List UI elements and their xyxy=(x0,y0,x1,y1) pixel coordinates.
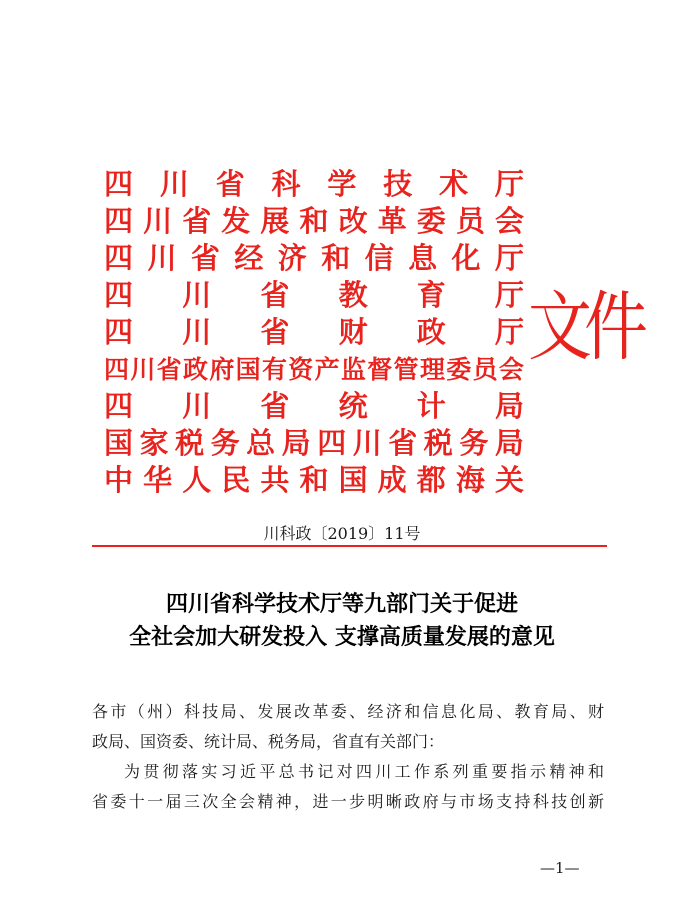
issuer-line: 四 川 省 教 育 厅 xyxy=(104,278,524,312)
issuer-line: 四 川 省 经 济 和 信 息 化 厅 xyxy=(104,241,524,275)
issuer-line: 四 川 省 财 政 厅 xyxy=(104,315,524,349)
document-number: 川科政〔2019〕11号 xyxy=(263,524,421,543)
title-line-1: 四川省科学技术厅等九部门关于促进 xyxy=(165,591,518,617)
issuer-line: 四 川 省 统 计 局 xyxy=(104,389,524,423)
issuer-line: 四 川 省 政 府 国 有 资 产 监 督 管 理 委 员 会 xyxy=(104,355,524,384)
addressee-line-2: 政局、国资委、统计局、税务局，省直有关部门： xyxy=(92,732,445,751)
document-suffix: 文件 xyxy=(528,284,640,372)
document-body xyxy=(92,697,604,817)
issuer-line: 国 家 税 务 总 局 四 川 省 税 务 局 xyxy=(104,426,524,460)
issuing-authorities xyxy=(104,166,524,499)
page-number: —1— xyxy=(540,859,580,877)
red-separator-line xyxy=(92,545,607,547)
issuer-line: 四 川 省 发 展 和 改 革 委 员 会 xyxy=(104,204,524,238)
issuer-line: 中 华 人 民 共 和 国 成 都 海 关 xyxy=(104,463,524,497)
paragraph-1-line-1: 为贯彻落实习近平总书记对四川工作系列重要指示精神和 xyxy=(124,762,604,781)
paragraph-1-line-2: 省委十一届三次全会精神，进一步明晰政府与市场支持科技创新 xyxy=(92,792,604,811)
addressee-line-1: 各市（州）科技局、发展改革委、经济和信息化局、教育局、财 xyxy=(92,702,604,721)
document-title xyxy=(0,588,684,654)
title-line-2: 全社会加大研发投入 支撑高质量发展的意见 xyxy=(129,624,555,650)
issuer-line: 四 川 省 科 学 技 术 厅 xyxy=(104,167,524,201)
